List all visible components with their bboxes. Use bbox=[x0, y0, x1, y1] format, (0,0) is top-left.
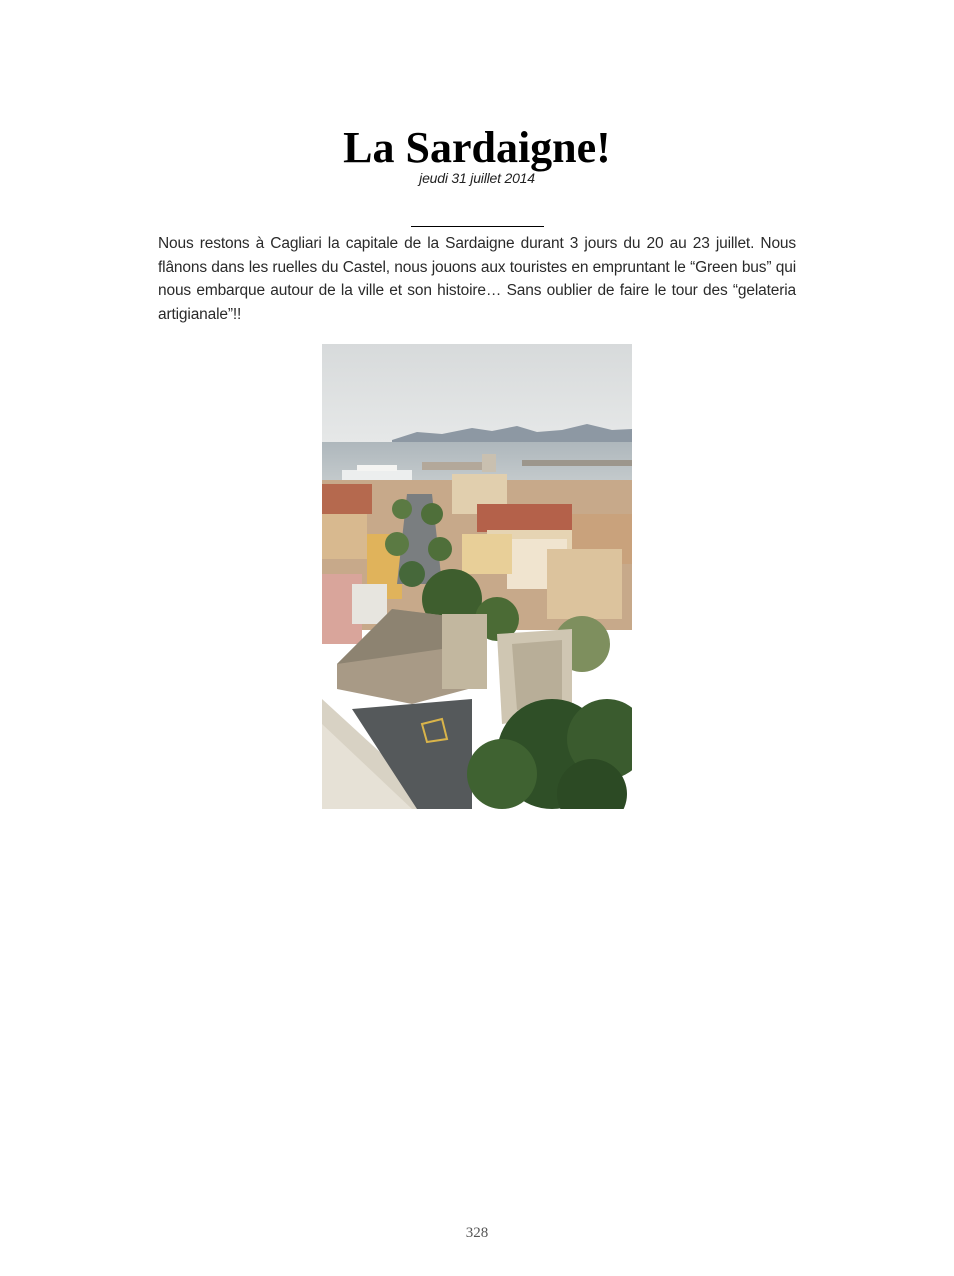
page-number: 328 bbox=[465, 1225, 489, 1241]
body-paragraph: Nous restons à Cagliari la capitale de la Sardaigne durant 3 jours du 20 au 23 juillet. Nous flânons dans les ruelles du Castel, nous jouons aux touristes en empruntant le “Green bus” qui nous embarque autour de la ville et son histoire… Sans oublier de faire le tour des “gelateria artigianale”!! bbox=[158, 235, 796, 323]
cagliari-city-photo bbox=[322, 344, 632, 809]
page-title: La Sardaigne! bbox=[343, 123, 611, 172]
title-divider bbox=[411, 226, 544, 227]
post-date: jeudi 31 juillet 2014 bbox=[419, 170, 535, 186]
